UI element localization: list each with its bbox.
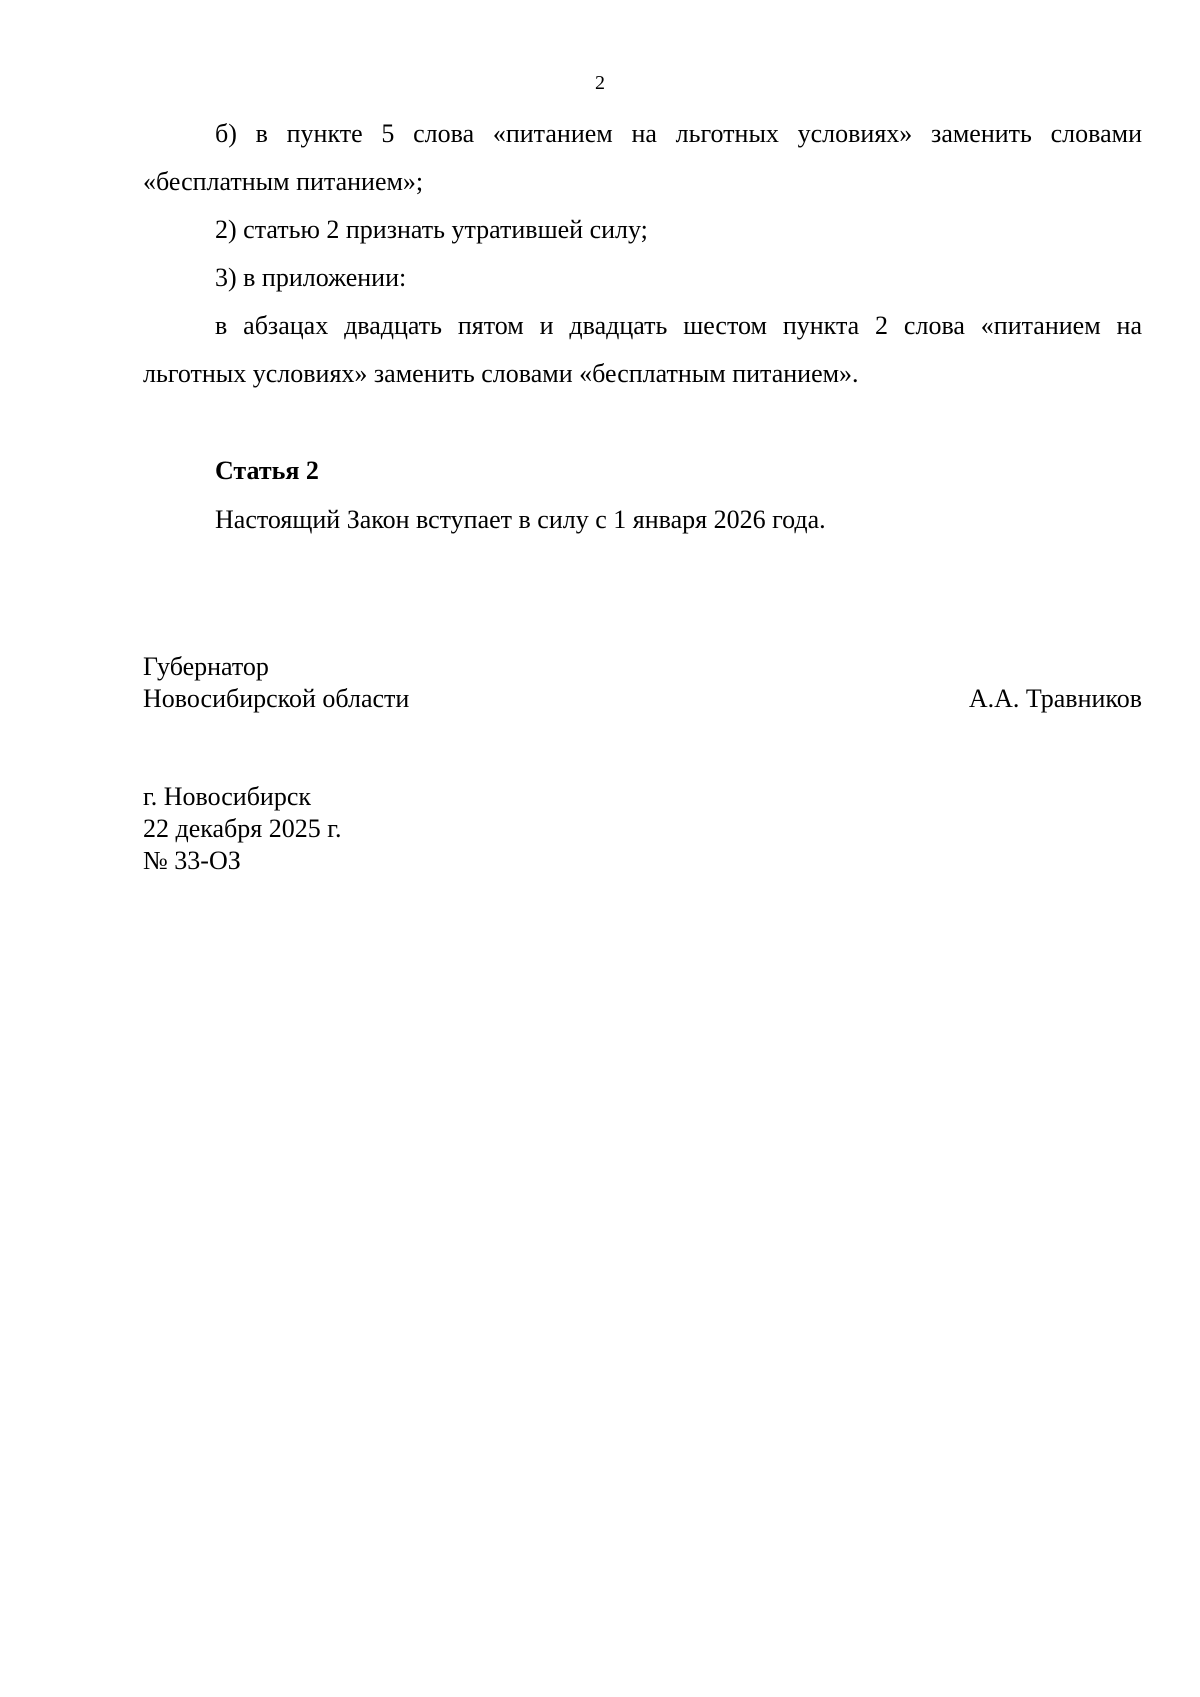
- signature-block: [143, 651, 1142, 715]
- article-text: Настоящий Закон вступает в силу с 1 января 2026 года.: [215, 505, 826, 534]
- article-title: Статья 2: [215, 456, 319, 485]
- signatory-name: А.А. Травников: [968, 684, 1142, 713]
- page-number: 2: [595, 72, 605, 94]
- paragraph-item-b: б) в пункте 5 слова «питанием на льготных условиях» заменить словами «бесплатным питанием»;: [143, 119, 1142, 196]
- signatory-position-line2: Новосибирской области: [143, 684, 410, 713]
- amendments-text: [143, 110, 1142, 398]
- paragraph-item-3: 3) в приложении:: [215, 263, 407, 292]
- signatory-position-line1: Губернатор: [143, 652, 269, 681]
- signature-row: [143, 683, 1142, 715]
- footer-number: № 33-ОЗ: [143, 846, 241, 875]
- document-footer: [143, 781, 341, 877]
- paragraph-item-2: 2) статью 2 признать утратившей силу;: [215, 215, 648, 244]
- footer-date: 22 декабря 2025 г.: [143, 814, 342, 843]
- footer-city: г. Новосибирск: [143, 782, 312, 811]
- paragraph-appendix-change: в абзацах двадцать пятом и двадцать шестом пункта 2 слова «питанием на льготных условиях» заменить словами «бесплатным питанием».: [143, 311, 1142, 388]
